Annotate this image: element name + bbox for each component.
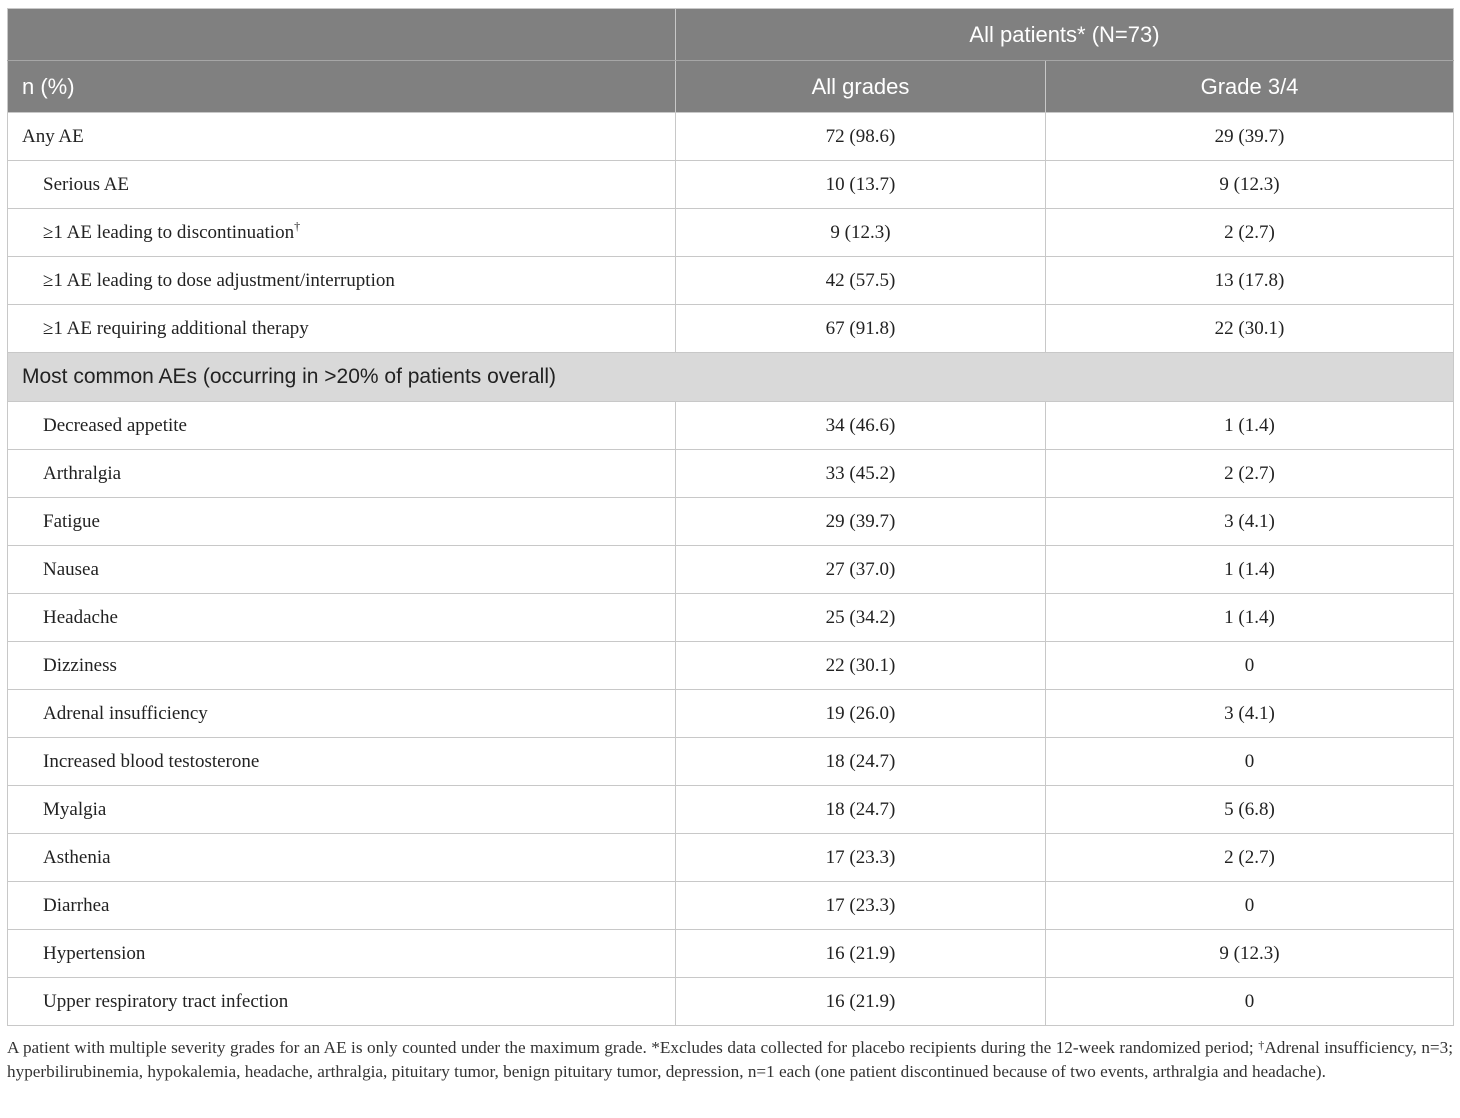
cell-all-grades: 19 (26.0) — [676, 690, 1046, 738]
cell-grade-3-4: 9 (12.3) — [1046, 930, 1454, 978]
table-row — [8, 450, 1454, 498]
footnote-part-1: A patient with multiple severity grades for an AE is only counted under the maximum grade. *Excludes data collected for placebo recipients during the 12-week randomized period; — [7, 1038, 1259, 1057]
cell-all-grades: 25 (34.2) — [676, 594, 1046, 642]
dagger-footnote-mark: † — [294, 218, 301, 233]
header-empty-cell — [8, 9, 676, 61]
cell-grade-3-4: 5 (6.8) — [1046, 786, 1454, 834]
row-label: Asthenia — [8, 834, 676, 882]
table-row — [8, 305, 1454, 353]
cell-grade-3-4: 29 (39.7) — [1046, 113, 1454, 161]
adverse-events-table — [7, 8, 1454, 1026]
cell-all-grades: 17 (23.3) — [676, 882, 1046, 930]
footnote-part-2: Adrenal insufficiency, n=3; hyperbilirubinemia, hypokalemia, headache, arthralgia, pituitary tumor, benign pituitary tumor, depression, n=1 each (one patient discontinued because of two events, arthralgia and headache). — [7, 1038, 1453, 1081]
header-row-group — [8, 9, 1454, 61]
cell-grade-3-4: 3 (4.1) — [1046, 498, 1454, 546]
row-label: Myalgia — [8, 786, 676, 834]
cell-all-grades: 72 (98.6) — [676, 113, 1046, 161]
cell-grade-3-4: 2 (2.7) — [1046, 209, 1454, 257]
cell-grade-3-4: 1 (1.4) — [1046, 594, 1454, 642]
section-label: Most common AEs (occurring in >20% of patients overall) — [8, 353, 1454, 402]
cell-all-grades: 18 (24.7) — [676, 786, 1046, 834]
row-label: Adrenal insufficiency — [8, 690, 676, 738]
row-label: Dizziness — [8, 642, 676, 690]
table-row — [8, 834, 1454, 882]
row-label: Fatigue — [8, 498, 676, 546]
row-label: Upper respiratory tract infection — [8, 978, 676, 1026]
row-label: Decreased appetite — [8, 402, 676, 450]
row-label: Serious AE — [8, 161, 676, 209]
table-header — [8, 9, 1454, 113]
cell-all-grades: 27 (37.0) — [676, 546, 1046, 594]
cell-grade-3-4: 13 (17.8) — [1046, 257, 1454, 305]
cell-grade-3-4: 1 (1.4) — [1046, 546, 1454, 594]
cell-all-grades: 9 (12.3) — [676, 209, 1046, 257]
table-row — [8, 209, 1454, 257]
table-row — [8, 546, 1454, 594]
row-label: Diarrhea — [8, 882, 676, 930]
table-container — [7, 8, 1453, 1026]
table-footnote — [7, 1036, 1453, 1084]
cell-all-grades: 16 (21.9) — [676, 930, 1046, 978]
section-header-row — [8, 353, 1454, 402]
cell-grade-3-4: 3 (4.1) — [1046, 690, 1454, 738]
table-row — [8, 402, 1454, 450]
cell-grade-3-4: 1 (1.4) — [1046, 402, 1454, 450]
row-label: Nausea — [8, 546, 676, 594]
table-row — [8, 978, 1454, 1026]
row-label-cell — [8, 209, 676, 257]
row-label: Any AE — [8, 113, 676, 161]
cell-all-grades: 10 (13.7) — [676, 161, 1046, 209]
cell-grade-3-4: 0 — [1046, 642, 1454, 690]
cell-all-grades: 42 (57.5) — [676, 257, 1046, 305]
row-label: Increased blood testosterone — [8, 738, 676, 786]
cell-all-grades: 17 (23.3) — [676, 834, 1046, 882]
table-body — [8, 113, 1454, 1026]
cell-all-grades: 67 (91.8) — [676, 305, 1046, 353]
row-label: ≥1 AE requiring additional therapy — [8, 305, 676, 353]
table-row — [8, 690, 1454, 738]
row-label: ≥1 AE leading to dose adjustment/interruption — [8, 257, 676, 305]
row-label: Hypertension — [8, 930, 676, 978]
row-label: ≥1 AE leading to discontinuation — [43, 221, 295, 243]
table-row — [8, 738, 1454, 786]
header-all-patients: All patients* (N=73) — [676, 9, 1454, 61]
row-label: Arthralgia — [8, 450, 676, 498]
table-row — [8, 642, 1454, 690]
cell-grade-3-4: 2 (2.7) — [1046, 834, 1454, 882]
cell-all-grades: 22 (30.1) — [676, 642, 1046, 690]
cell-grade-3-4: 9 (12.3) — [1046, 161, 1454, 209]
row-label: Headache — [8, 594, 676, 642]
cell-all-grades: 16 (21.9) — [676, 978, 1046, 1026]
cell-all-grades: 33 (45.2) — [676, 450, 1046, 498]
header-all-grades: All grades — [676, 61, 1046, 113]
table-row — [8, 113, 1454, 161]
table-row — [8, 594, 1454, 642]
cell-grade-3-4: 22 (30.1) — [1046, 305, 1454, 353]
cell-all-grades: 34 (46.6) — [676, 402, 1046, 450]
header-grade-3-4: Grade 3/4 — [1046, 61, 1454, 113]
table-row — [8, 161, 1454, 209]
header-row-columns — [8, 61, 1454, 113]
cell-grade-3-4: 2 (2.7) — [1046, 450, 1454, 498]
cell-grade-3-4: 0 — [1046, 882, 1454, 930]
cell-all-grades: 18 (24.7) — [676, 738, 1046, 786]
cell-grade-3-4: 0 — [1046, 978, 1454, 1026]
table-row — [8, 786, 1454, 834]
table-row — [8, 257, 1454, 305]
header-n-percent: n (%) — [8, 61, 676, 113]
cell-all-grades: 29 (39.7) — [676, 498, 1046, 546]
dagger-footnote-mark: † — [1258, 1038, 1265, 1052]
cell-grade-3-4: 0 — [1046, 738, 1454, 786]
table-row — [8, 498, 1454, 546]
table-row — [8, 882, 1454, 930]
table-row — [8, 930, 1454, 978]
